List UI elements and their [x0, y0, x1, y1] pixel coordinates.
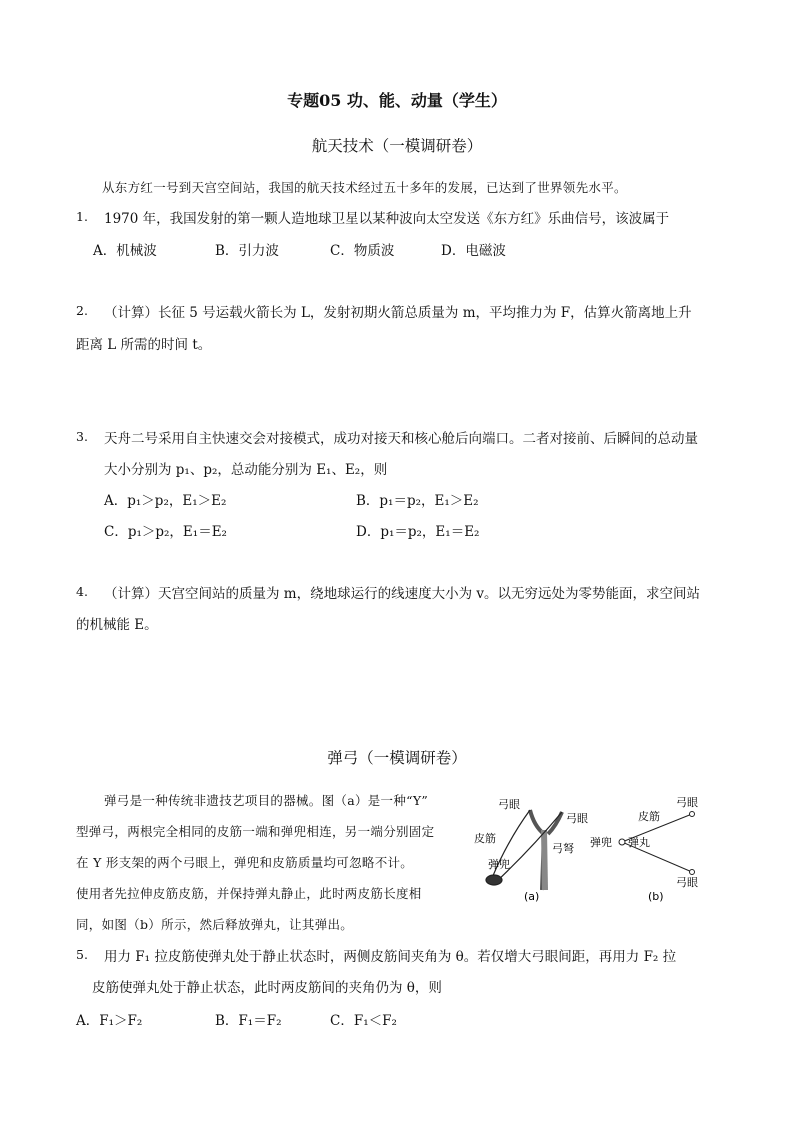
- question-2-line-2: 距离 L 所需的时间 t。: [76, 337, 212, 353]
- section-heading-aerospace: 航天技术（一模调研卷）: [311, 137, 483, 155]
- question-2-line-1: （计算）长征 5 号运载火箭长为 L，发射初期火箭总质量为 m，平均推力为 F，估算火箭离地上升: [104, 305, 692, 321]
- fig-a-band-label: 皮筋: [474, 832, 496, 845]
- question-number-3: 3.: [76, 429, 88, 444]
- q5-option-c: C．F₁＜F₂: [330, 1013, 397, 1029]
- q3-option-a: A．p₁＞p₂，E₁＞E₂: [104, 493, 227, 509]
- question-3-line-2: 大小分别为 p₁、p₂，总动能分别为 E₁、E₂，则: [104, 462, 388, 478]
- fig-b-eye-top-label: 弓眼: [676, 796, 698, 809]
- section-intro-aerospace: 从东方红一号到天宫空间站，我国的航天技术经过五十多年的发展，已达到了世界领先水平。: [102, 180, 627, 195]
- fig-b-caption: (b): [648, 890, 664, 903]
- slingshot-intro-line-2: 型弹弓，两根完全相同的皮筋一端和弹兜相连，另一端分别固定: [76, 824, 435, 839]
- q1-option-d: D．电磁波: [441, 243, 506, 259]
- fig-a-eye-right-label: 弓眼: [566, 812, 588, 825]
- slingshot-figure: [470, 790, 720, 910]
- fig-a-eye-left-label: 弓眼: [498, 798, 520, 811]
- fig-a-caption: (a): [524, 890, 540, 903]
- q1-option-b: B．引力波: [215, 243, 279, 259]
- section-heading-slingshot: 弹弓（一模调研卷）: [327, 749, 467, 767]
- fig-b-band-label: 皮筋: [638, 810, 660, 823]
- slingshot-intro-line-4: 使用者先拉伸皮筋皮筋，并保持弹丸静止，此时两皮筋长度相: [76, 886, 422, 901]
- q1-option-a: A．机械波: [93, 243, 157, 259]
- question-4-line-2: 的机械能 E。: [76, 617, 158, 633]
- slingshot-intro-line-5: 同，如图（b）所示，然后释放弹丸，让其弹出。: [76, 917, 354, 932]
- fig-a-frame-label: 弓弩: [552, 842, 574, 855]
- q3-option-c: C．p₁＞p₂，E₁＝E₂: [104, 524, 227, 540]
- question-5-line-1: 用力 F₁ 拉皮筋使弹丸处于静止状态时，两侧皮筋间夹角为 θ。若仅增大弓眼间距，再用力 F₂ 拉: [104, 949, 677, 965]
- question-number-2: 2.: [76, 303, 88, 318]
- q5-option-a: A．F₁＞F₂: [76, 1013, 143, 1029]
- question-5-line-2: 皮筋使弹丸处于静止状态，此时两皮筋间的夹角仍为 θ，则: [92, 980, 442, 996]
- page-title: 专题05 功、能、动量（学生）: [287, 91, 507, 110]
- q5-option-b: B．F₁＝F₂: [215, 1013, 282, 1029]
- fig-a-pouch-label: 弹兜: [488, 858, 510, 871]
- question-number-4: 4.: [76, 584, 88, 599]
- question-number-1: 1.: [76, 209, 88, 224]
- fig-b-ball-label: 弹丸: [628, 836, 650, 849]
- q3-option-b: B．p₁＝p₂，E₁＞E₂: [356, 493, 479, 509]
- slingshot-intro-line-1: 弹弓是一种传统非遗技艺项目的器械。图（a）是一种“Y”: [104, 793, 429, 808]
- question-number-5: 5.: [76, 947, 88, 962]
- question-1-text: 1970 年，我国发射的第一颗人造地球卫星以某种波向太空发送《东方红》乐曲信号，该波属于: [104, 211, 670, 227]
- fig-b-pouch-label: 弹兜: [590, 836, 612, 849]
- figure-a-slingshot: [486, 810, 562, 890]
- slingshot-intro-line-3: 在 Y 形支架的两个弓眼上，弹兜和皮筋质量均可忽略不计。: [76, 855, 414, 870]
- fig-b-eye-bottom-label: 弓眼: [676, 876, 698, 889]
- question-3-line-1: 天舟二号采用自主快速交会对接模式，成功对接天和核心舱后向端口。二者对接前、后瞬间的总动量: [104, 431, 698, 447]
- question-4-line-1: （计算）天宫空间站的质量为 m，绕地球运行的线速度大小为 v。以无穷远处为零势能面，求空间站: [104, 586, 701, 602]
- q1-option-c: C．物质波: [330, 243, 395, 259]
- q3-option-d: D．p₁＝p₂，E₁＝E₂: [356, 524, 480, 540]
